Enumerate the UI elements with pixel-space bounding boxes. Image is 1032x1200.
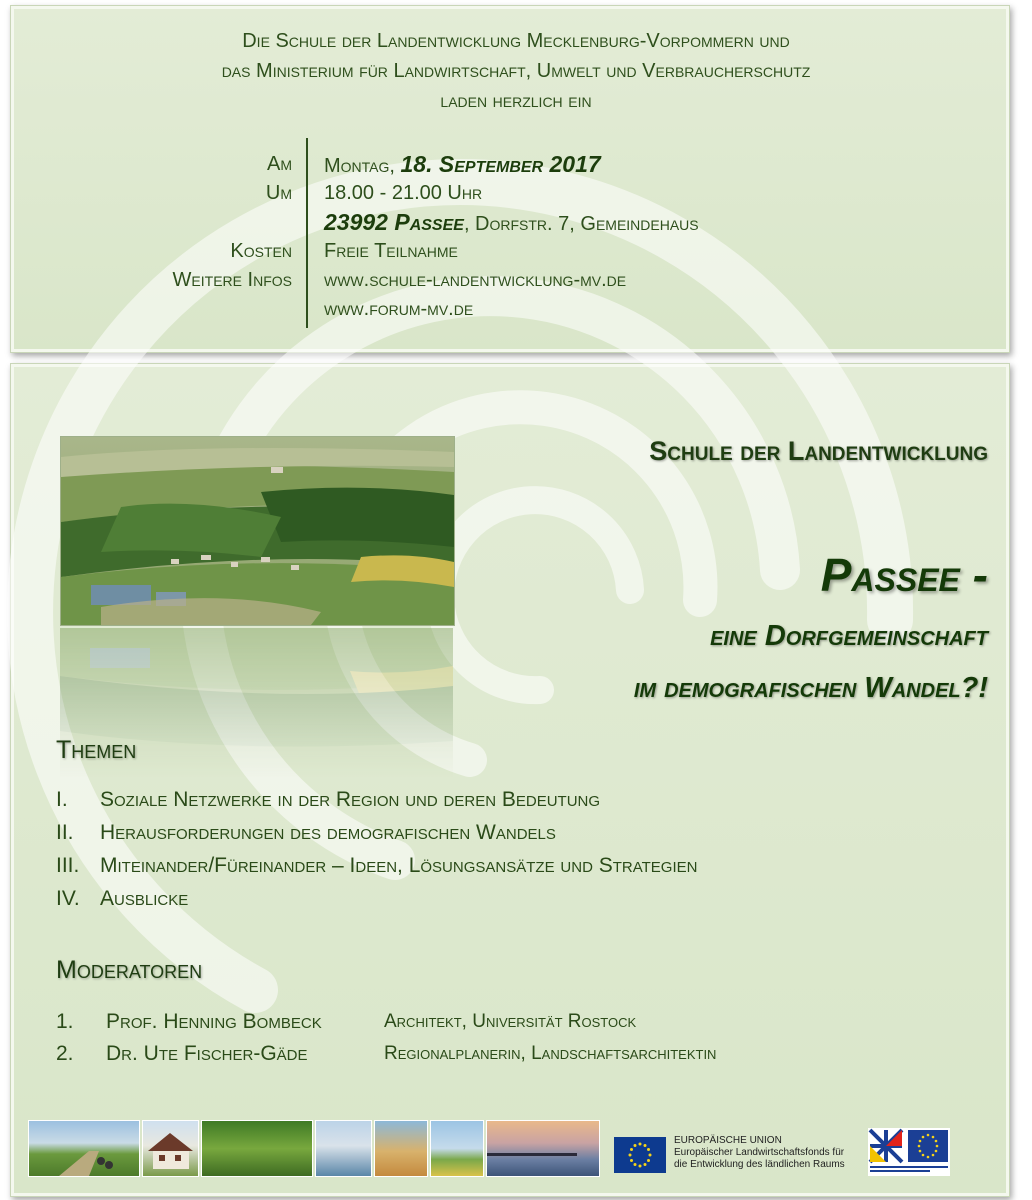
strip-photo-cyclists [28,1120,140,1177]
event-subtitle-line-1: eine Dorfgemeinschaft [710,620,988,652]
strip-photo-pier [486,1120,600,1177]
label-time: Um [265,182,292,204]
info-values [324,150,924,324]
moderator-role: Regionalplanerin, Landschaftsarchitektin [384,1043,717,1064]
eu-stars-drawing [614,1137,666,1173]
eu-line: EUROPÄISCHE UNION [674,1135,782,1146]
event-subtitle-line-2: im demografischen Wandel?! [633,672,988,704]
theme-number: II. [56,821,74,844]
themes-heading: Themen [56,736,137,764]
value-date [324,150,924,179]
invite-line: laden herzlich ein [440,90,592,112]
pier-drawing [487,1121,599,1176]
place-rest: , Dorfstr. 7, Gemeindehaus [463,213,699,235]
strip-photo-harbour [315,1120,372,1177]
fund-logo-icon [868,1128,950,1176]
eu-fund-text [674,1135,845,1171]
label-cost: Kosten [230,240,292,262]
value-place [324,208,924,237]
moderator-name: Dr. Ute Fischer-Gäde [106,1042,308,1065]
value-time: 18.00 - 21.00 Uhr [324,182,483,204]
event-title: Passee - [820,549,988,601]
strip-photo-people [374,1120,428,1177]
theme-number: IV. [56,887,80,910]
info-labels [110,150,292,295]
info-divider [306,138,308,328]
moderator-number: 1. [56,1010,74,1033]
place-strong: 23992 Passee [324,209,464,235]
cyclists-drawing [29,1121,139,1176]
strip-photo-house [142,1120,199,1177]
label-date: Am [266,153,292,175]
eu-line: die Entwicklung des ländlichen Raums [674,1159,845,1170]
fund-logo-drawing [868,1128,950,1176]
eu-flag-icon [614,1137,666,1173]
strip-photo-trees [201,1120,313,1177]
theme-text: Miteinander/Füreinander – Ideen, Lösungsansätze und Strategien [100,854,698,877]
moderators-heading: Moderatoren [56,956,203,984]
moderator-name: Prof. Henning Bombeck [106,1010,322,1033]
theme-number: III. [56,854,80,877]
theme-number: I. [56,788,68,811]
label-more-info: Weitere Infos [172,269,292,291]
theme-text: Soziale Netzwerke in der Region und deren Bedeutung [100,788,601,811]
aerial-photo [60,436,455,626]
strip-photo-field [430,1120,484,1177]
theme-text: Ausblicke [100,887,189,910]
house-drawing [143,1121,198,1176]
invite-line: Die Schule der Landentwicklung Mecklenburg-Vorpommern und [242,30,790,52]
invite-line: das Ministerium für Landwirtschaft, Umwelt und Verbraucherschutz [221,60,811,82]
school-heading: Schule der Landentwicklung [649,436,988,466]
invitation-text [0,26,1032,116]
date-strong: 18. September 2017 [400,151,601,177]
value-cost: Freie Teilnahme [324,240,458,262]
moderator-number: 2. [56,1042,74,1065]
moderator-role: Architekt, Universität Rostock [384,1011,637,1032]
eu-line: Europäischer Landwirtschaftsfonds für [674,1147,845,1158]
value-url-2[interactable]: www.forum-mv.de [324,298,474,320]
date-prefix: Montag, [324,155,401,177]
theme-text: Herausforderungen des demografischen Wandels [100,821,556,844]
aerial-photo-drawing [61,437,454,625]
value-url-1[interactable]: www.schule-landentwicklung-mv.de [324,269,627,291]
label-place-blank [110,208,292,237]
